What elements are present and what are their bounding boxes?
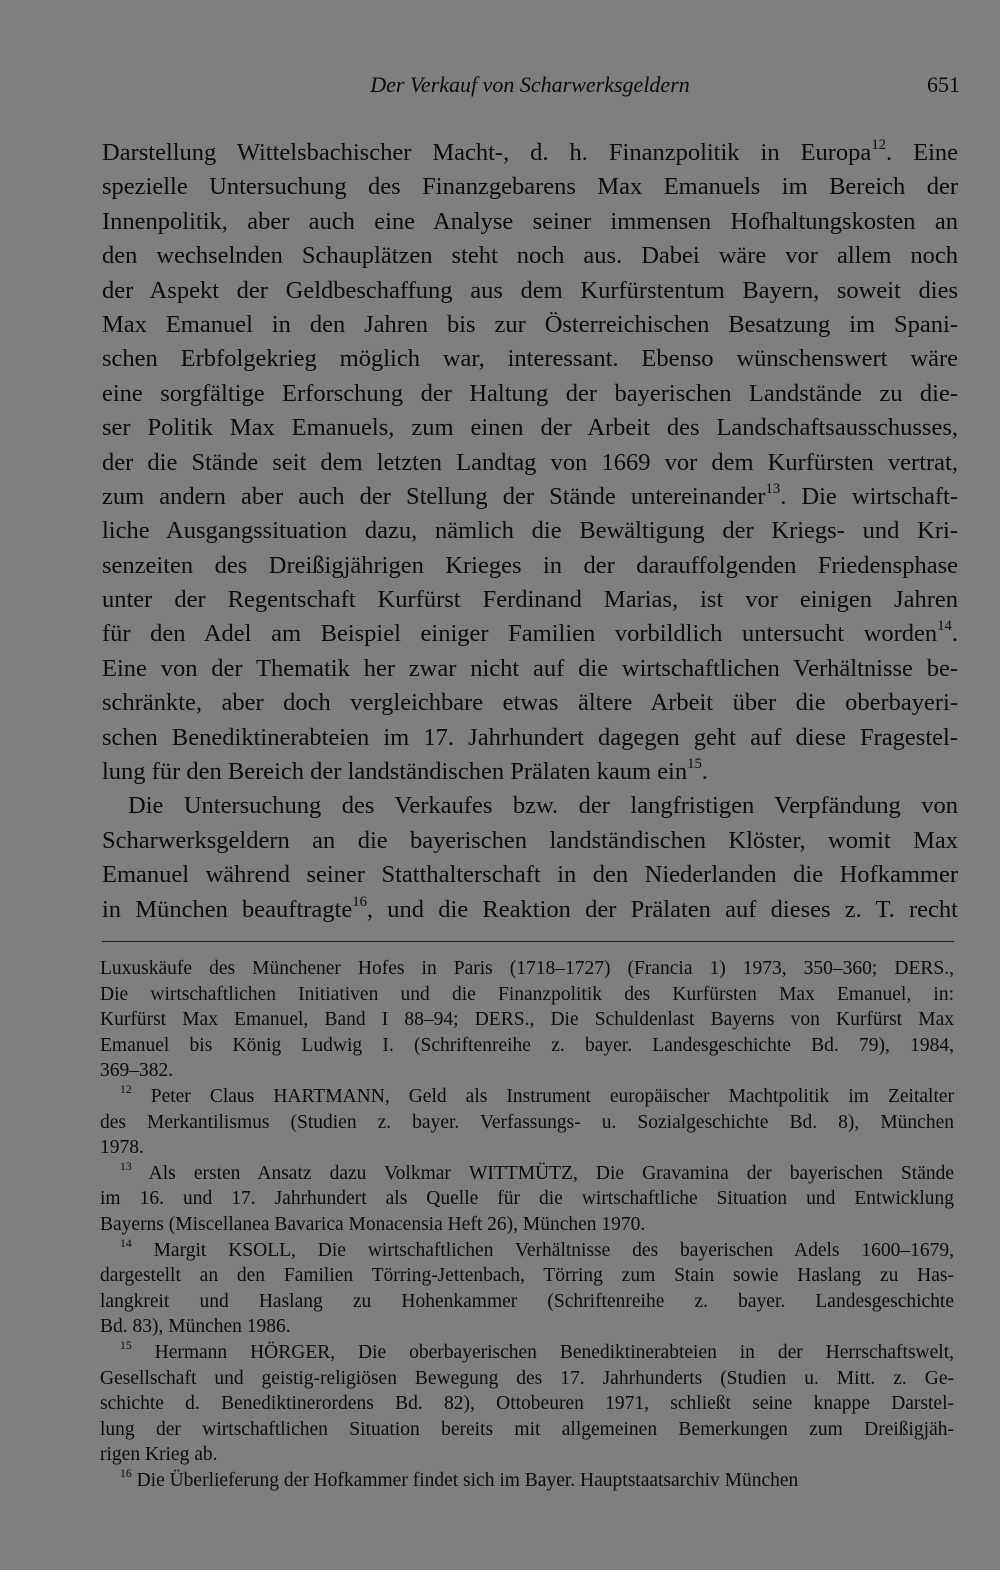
- text-line: schen Benediktinerabteien im 17. Jahrhundert dagegen geht auf diese Fragestel-: [102, 723, 958, 751]
- footnote-ref-14: 14: [937, 618, 952, 635]
- footnote-line: Kurfürst Max Emanuel, Band I 88–94; DERS., Die Schuldenlast Bayerns von Kurfürst Max: [100, 1009, 954, 1031]
- text-line: Eine von der Thematik her zwar nicht auf die wirtschaftlichen Verhältnisse be-: [102, 654, 958, 682]
- page-header: [100, 72, 960, 106]
- footnote-line: Luxuskäufe des Münchener Hofes in Paris (1718–1727) (Francia 1) 1973, 350–360; DERS.,: [100, 958, 954, 979]
- footnote-ref-12: 12: [871, 136, 886, 153]
- text-line: eine sorgfältige Erforschung der Haltung der bayerischen Landstände zu die-: [102, 379, 958, 407]
- footnote-number: 15: [120, 1339, 132, 1353]
- footnotes: [100, 956, 954, 1493]
- text-line: senzeiten des Dreißigjährigen Krieges in der darauffolgenden Friedensphase: [102, 551, 958, 579]
- footnote-line: Bd. 83), München 1986.: [100, 1316, 291, 1338]
- text-line: liche Ausgangssituation dazu, nämlich die Bewältigung der Kriegs- und Kri-: [102, 517, 958, 545]
- footnote-line: im 16. und 17. Jahrhundert als Quelle für die wirtschaftliche Situation und Entwicklung: [100, 1188, 954, 1210]
- footnote-divider: [102, 941, 954, 942]
- footnote-line: 369–382.: [100, 1060, 174, 1082]
- page-number: 651: [927, 72, 960, 97]
- footnote-ref-15: 15: [687, 756, 702, 773]
- text-line: ser Politik Max Emanuels, zum einen der Arbeit des Landschaftsausschusses,: [102, 414, 958, 442]
- footnote-line: des Merkantilismus (Studien z. bayer. Verfassungs- u. Sozialgeschichte Bd. 8), München: [100, 1111, 954, 1133]
- text-line: schränkte, aber doch vergleichbare etwas ältere Arbeit über die oberbayeri-: [102, 689, 958, 717]
- footnote-line: dargestellt an den Familien Törring-Jettenbach, Törring zum Stain sowie Haslang zu Has-: [100, 1265, 954, 1287]
- text-line: Die Untersuchung des Verkaufes bzw. der langfristigen Verpfändung von: [128, 792, 958, 820]
- footnote-line: langkreit und Haslang zu Hohenkammer (Schriftenreihe z. bayer. Landesgeschichte: [100, 1290, 954, 1312]
- text-line: zum andern aber auch der Stellung der Stände untereinander$^{13}$. Die wirtschaft-: [102, 480, 958, 510]
- footnote-line: 1978.: [100, 1137, 144, 1159]
- text-line: Darstellung Wittelsbachischer Macht-, d. h. Finanzpolitik in Europa$^{12}$. Eine: [102, 136, 958, 166]
- text-line: der Aspekt der Geldbeschaffung aus dem Kurfürstentum Bayern, soweit dies: [102, 276, 958, 304]
- text-line: lung für den Bereich der landständischen Prälaten kaum ein$^{15}$.: [102, 756, 708, 786]
- footnote-line: lung der wirtschaftlichen Situation bereits mit allgemeinen Bemerkungen zum Dreißigjäh-: [100, 1418, 954, 1440]
- footnote-number: 13: [120, 1159, 132, 1173]
- footnote-ref-16: 16: [352, 893, 367, 910]
- text-line: spezielle Untersuchung des Finanzgebarens Max Emanuels im Bereich der: [102, 173, 958, 201]
- footnote-ref-13: 13: [765, 480, 781, 497]
- footnote-number: 14: [120, 1236, 132, 1250]
- footnote-14: $^{14}$ Margit KSOLL, Die wirtschaftlichen Verhältnisse des bayerischen Adels 1600–1679,: [120, 1236, 954, 1261]
- text-line: in München beauftragte$^{16}$, und die Reaktion der Prälaten auf dieses z. T. recht: [102, 893, 958, 923]
- footnote-line: Gesellschaft und geistig-religiösen Bewegung des 17. Jahrhunderts (Studien u. Mitt. z. Ge-: [100, 1367, 954, 1389]
- footnote-line: schichte d. Benediktinerordens Bd. 82), Ottobeuren 1971, schließt seine knappe Darstel-: [100, 1393, 954, 1415]
- text-line: Max Emanuel in den Jahren bis zur Österreichischen Besatzung im Spani-: [102, 310, 958, 338]
- text-line: Emanuel während seiner Statthalterschaft in den Niederlanden die Hofkammer: [102, 861, 958, 889]
- text-line: der die Stände seit dem letzten Landtag von 1669 vor dem Kurfürsten vertrat,: [102, 448, 958, 476]
- text-line: für den Adel am Beispiel einiger Familien vorbildlich untersucht worden$^{14}$.: [102, 618, 958, 648]
- footnote-line: Emanuel bis König Ludwig I. (Schriftenreihe z. bayer. Landesgeschichte Bd. 79), 1984,: [100, 1034, 954, 1056]
- footnote-13: $^{13}$ Als ersten Ansatz dazu Volkmar WITTMÜTZ, Die Gravamina der bayerischen Stände: [120, 1159, 954, 1184]
- text-line: unter der Regentschaft Kurfürst Ferdinand Marias, ist vor einigen Jahren: [102, 586, 958, 614]
- footnote-number: 16: [120, 1467, 132, 1481]
- footnote-12: $^{12}$ Peter Claus HARTMANN, Geld als Instrument europäischer Machtpolitik im Zeitalter: [120, 1083, 955, 1107]
- footnote-line: Die wirtschaftlichen Initiativen und die Finanzpolitik des Kurfürsten Max Emanuel, in:: [100, 983, 954, 1005]
- main-text: [102, 136, 958, 927]
- text-line: Innenpolitik, aber auch eine Analyse seiner immensen Hofhaltungskosten an: [102, 207, 958, 235]
- footnote-line: rigen Krieg ab.: [100, 1444, 218, 1466]
- running-title: Der Verkauf von Scharwerksgeldern: [370, 72, 690, 97]
- footnote-line: Bayerns (Miscellanea Bavarica Monacensia Heft 26), München 1970.: [100, 1213, 646, 1235]
- footnote-16: $^{16}$ Die Überlieferung der Hofkammer findet sich im Bayer. Hauptstaatsarchiv München: [120, 1467, 799, 1491]
- text-line: Scharwerksgeldern an die bayerischen landständischen Klöster, womit Max: [102, 826, 958, 854]
- text-line: den wechselnden Schauplätzen steht noch aus. Dabei wäre vor allem noch: [102, 242, 958, 270]
- footnote-number: 12: [120, 1083, 132, 1097]
- footnote-15: $^{15}$ Hermann HÖRGER, Die oberbayerischen Benediktinerabteien in der Herrschaftswelt,: [120, 1339, 954, 1363]
- text-line: schen Erbfolgekrieg möglich war, interessant. Ebenso wünschenswert wäre: [102, 345, 958, 373]
